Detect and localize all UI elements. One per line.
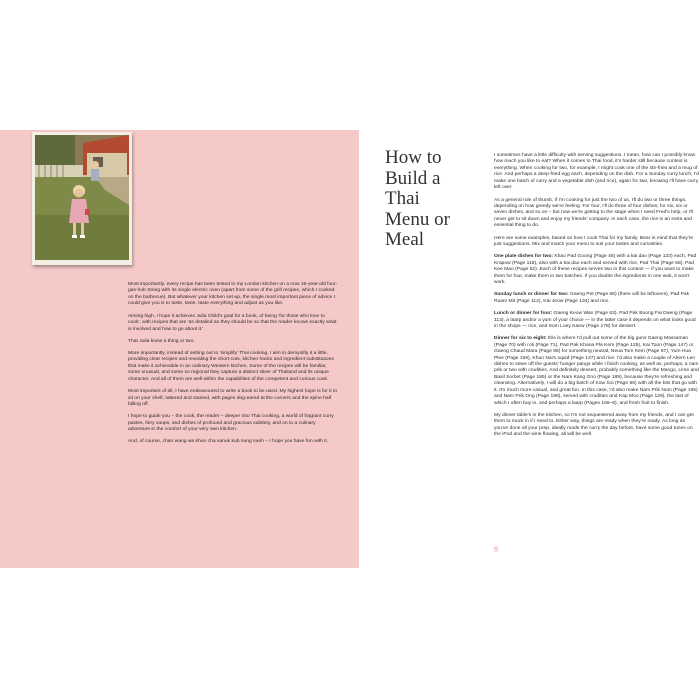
- paragraph: As a general rule of thumb, if I'm cooking for just the two of us, I'll do two or three things, depending on how greedy we're feeling. For four, I'll do three of four dishes; for six, six or seven dishes, and so on – but now we're getting to the stage when I need Fred's help, or I'll never get to sit down and enjoy my friends' company. In each case, the rice is an extra and essential thing to do.: [494, 197, 694, 229]
- left-body-text: [128, 282, 338, 452]
- menu-label: Sunday lunch or dinner for two:: [494, 292, 569, 298]
- vintage-photo: [32, 132, 132, 265]
- menu-suggestion: [494, 311, 700, 330]
- paragraph: Aiming high, I hope it achieves Julia Child's goal for a book, of being 'for those who love to cook', with recipes that are 'as detailed as they should be so that the reader knows exactly what is involved and how to go about it.': [128, 313, 337, 332]
- left-page: [0, 130, 359, 568]
- paragraph: Most important of all, I have endeavoured to write a book to be used. My highest hope is for it to sit on your shelf, tattered and stained, with pages dog-eared at the corners and the spine half falling off.: [128, 389, 338, 407]
- menu-text: Gaeng Keow Wan (Page 63), Pad Pak Boong Fai Daeng (Page 113), a laarp and/or a yum of your choice — in the latter case it depends on what looks good in the shops — rice, and Som Loey Kaew (Page 178) for dessert.: [494, 311, 696, 329]
- menu-label: Dinner for six to eight:: [494, 336, 547, 342]
- menu-label: One plate dishes for two:: [494, 254, 553, 260]
- paragraph: My dinner table's in the kitchen, so I'm not sequestered away from my friends, and I can get them to muck in if I need to. Either way, things are ready when they're ready. As long as you've done all your prep, ideally made the curry the day before, have some good tunes on the iPod and the wine flowing, all will be well.: [494, 412, 694, 438]
- page-title: How to Build a Thai Menu or Meal: [385, 147, 450, 250]
- menu-suggestion: [494, 336, 700, 407]
- paragraph: I sometimes have a little difficulty with serving suggestions. I mean, how can I possibly know how much you like to eat? When it comes to Thai food, it's harder still because context is everything. When cooking for two, for example, I might cook one of the stir-fries and a mug of rice. And perhaps a deep-fried egg each, depending on the dish. For a Sunday curry lunch, I'd make one batch of curry and a vegetable dish (and rice), again for two, knowing I'll have curry left over.: [494, 153, 699, 191]
- menu-label: Lunch or dinner for four:: [494, 311, 553, 317]
- paragraph: More importantly, instead of setting out to 'simplify' Thai cooking, I aim to demystify it a little, providing clear recipes and revealing the short-cuts, kitchen hacks and ingredient substitutions that make it achievable in an ordinary Western kitchen. Some of the recipes will be familiar, some unusual, and some so regional they capture a distinct sliver of Thailand and its unique character. And all of them are well within the capabilities of the competent and curious cook.: [128, 351, 334, 382]
- menu-text: this is where I'd pull out some of the big guns Gaeng Massaman (Page 70) with roti (Page 71), Pad Pak Khana Pla Kem (Page 125), Kai Toon (Page 147) or Gaeng Chaud Mara (Page 86) for something neutral, Neua Tom Kem (Page 97), Yum Hua Plee (Page 159), Khun Nai's squid (Page 137) and rice. I'd also make a couple of Ahern Len dishes to stave off the guests' hunger pangs while I finish cooking, as well as, perhaps, a nam prik or two with crudities. And definitely dessert, probably something like the Mango, Lime and Basil Sorbet (Page 186) or the Nam Kang Gno (Page 189), because they're refreshing and cleansing. Alternatively, I will do a big batch of Kow Soi (Page 56) with all the bits that go with it. It's much more casual, and great fun. In this case, I'd also make Nam Prik Num (Page 195) and Nam Prik Ong (Page 198), served with crudities and Kap Moo (Page 129), the last of which I often buy in, and perhaps a laarp (Pages 166–8), and fresh fruit to finish.: [494, 336, 699, 406]
- paragraph: Most importantly, every recipe has been tested in my London kitchen on a now 15-year-old four-gas-hob Smeg with its single electric oven (apart from some of the grill recipes, which I cooked on the barbecue). But whatever your kitchen set-up, the single most important piece of advice I could give you is to taste, taste, taste everything and adjust as you like.: [128, 282, 338, 307]
- menu-text: Khao Pad Goong (Page 45) with a kai dao (Page 133) each, Pad Krapow (Page 118), also with a kai dao each and served with rice, Pad Thai (Page 58), Pad Kee Mao (Page 52). Each of these recipes serves two in this context — if you want to make them for four, make them in two batches. If you double the ingredients in one wok, it won't work.: [494, 254, 697, 286]
- paragraph: And, of course, chan wang wa khun cha sanuk kub nung sueh – I hope you have fun with it.: [128, 439, 329, 445]
- right-page: [359, 130, 700, 570]
- photo-image: [35, 135, 129, 260]
- page-number: 9: [494, 545, 498, 554]
- right-body-text: [494, 153, 700, 445]
- menu-suggestion: [494, 292, 700, 305]
- paragraph: I hope to guide you – the cook, the reader – deeper into Thai cooking, a world of fragrant curry pastes, fiery soups, and dishes of profound and gracious subtlety, and on to a culinary adventure in the comfort of your very own kitchen.: [128, 414, 334, 433]
- menu-text: Gaeng Pet (Page 66) (there will be leftovers), Pad Pak Ruam Mit (Page 112), Kai Jeow (Page 134) and rice.: [494, 292, 690, 304]
- menu-suggestion: [494, 254, 700, 286]
- paragraph: That Julia knew a thing or two.: [128, 338, 195, 344]
- paragraph: Here are some examples, based on how I cook Thai for my family. Bear in mind that they're just suggestions. Mix and match your menu to suit your tastes and curiosities.: [494, 235, 694, 248]
